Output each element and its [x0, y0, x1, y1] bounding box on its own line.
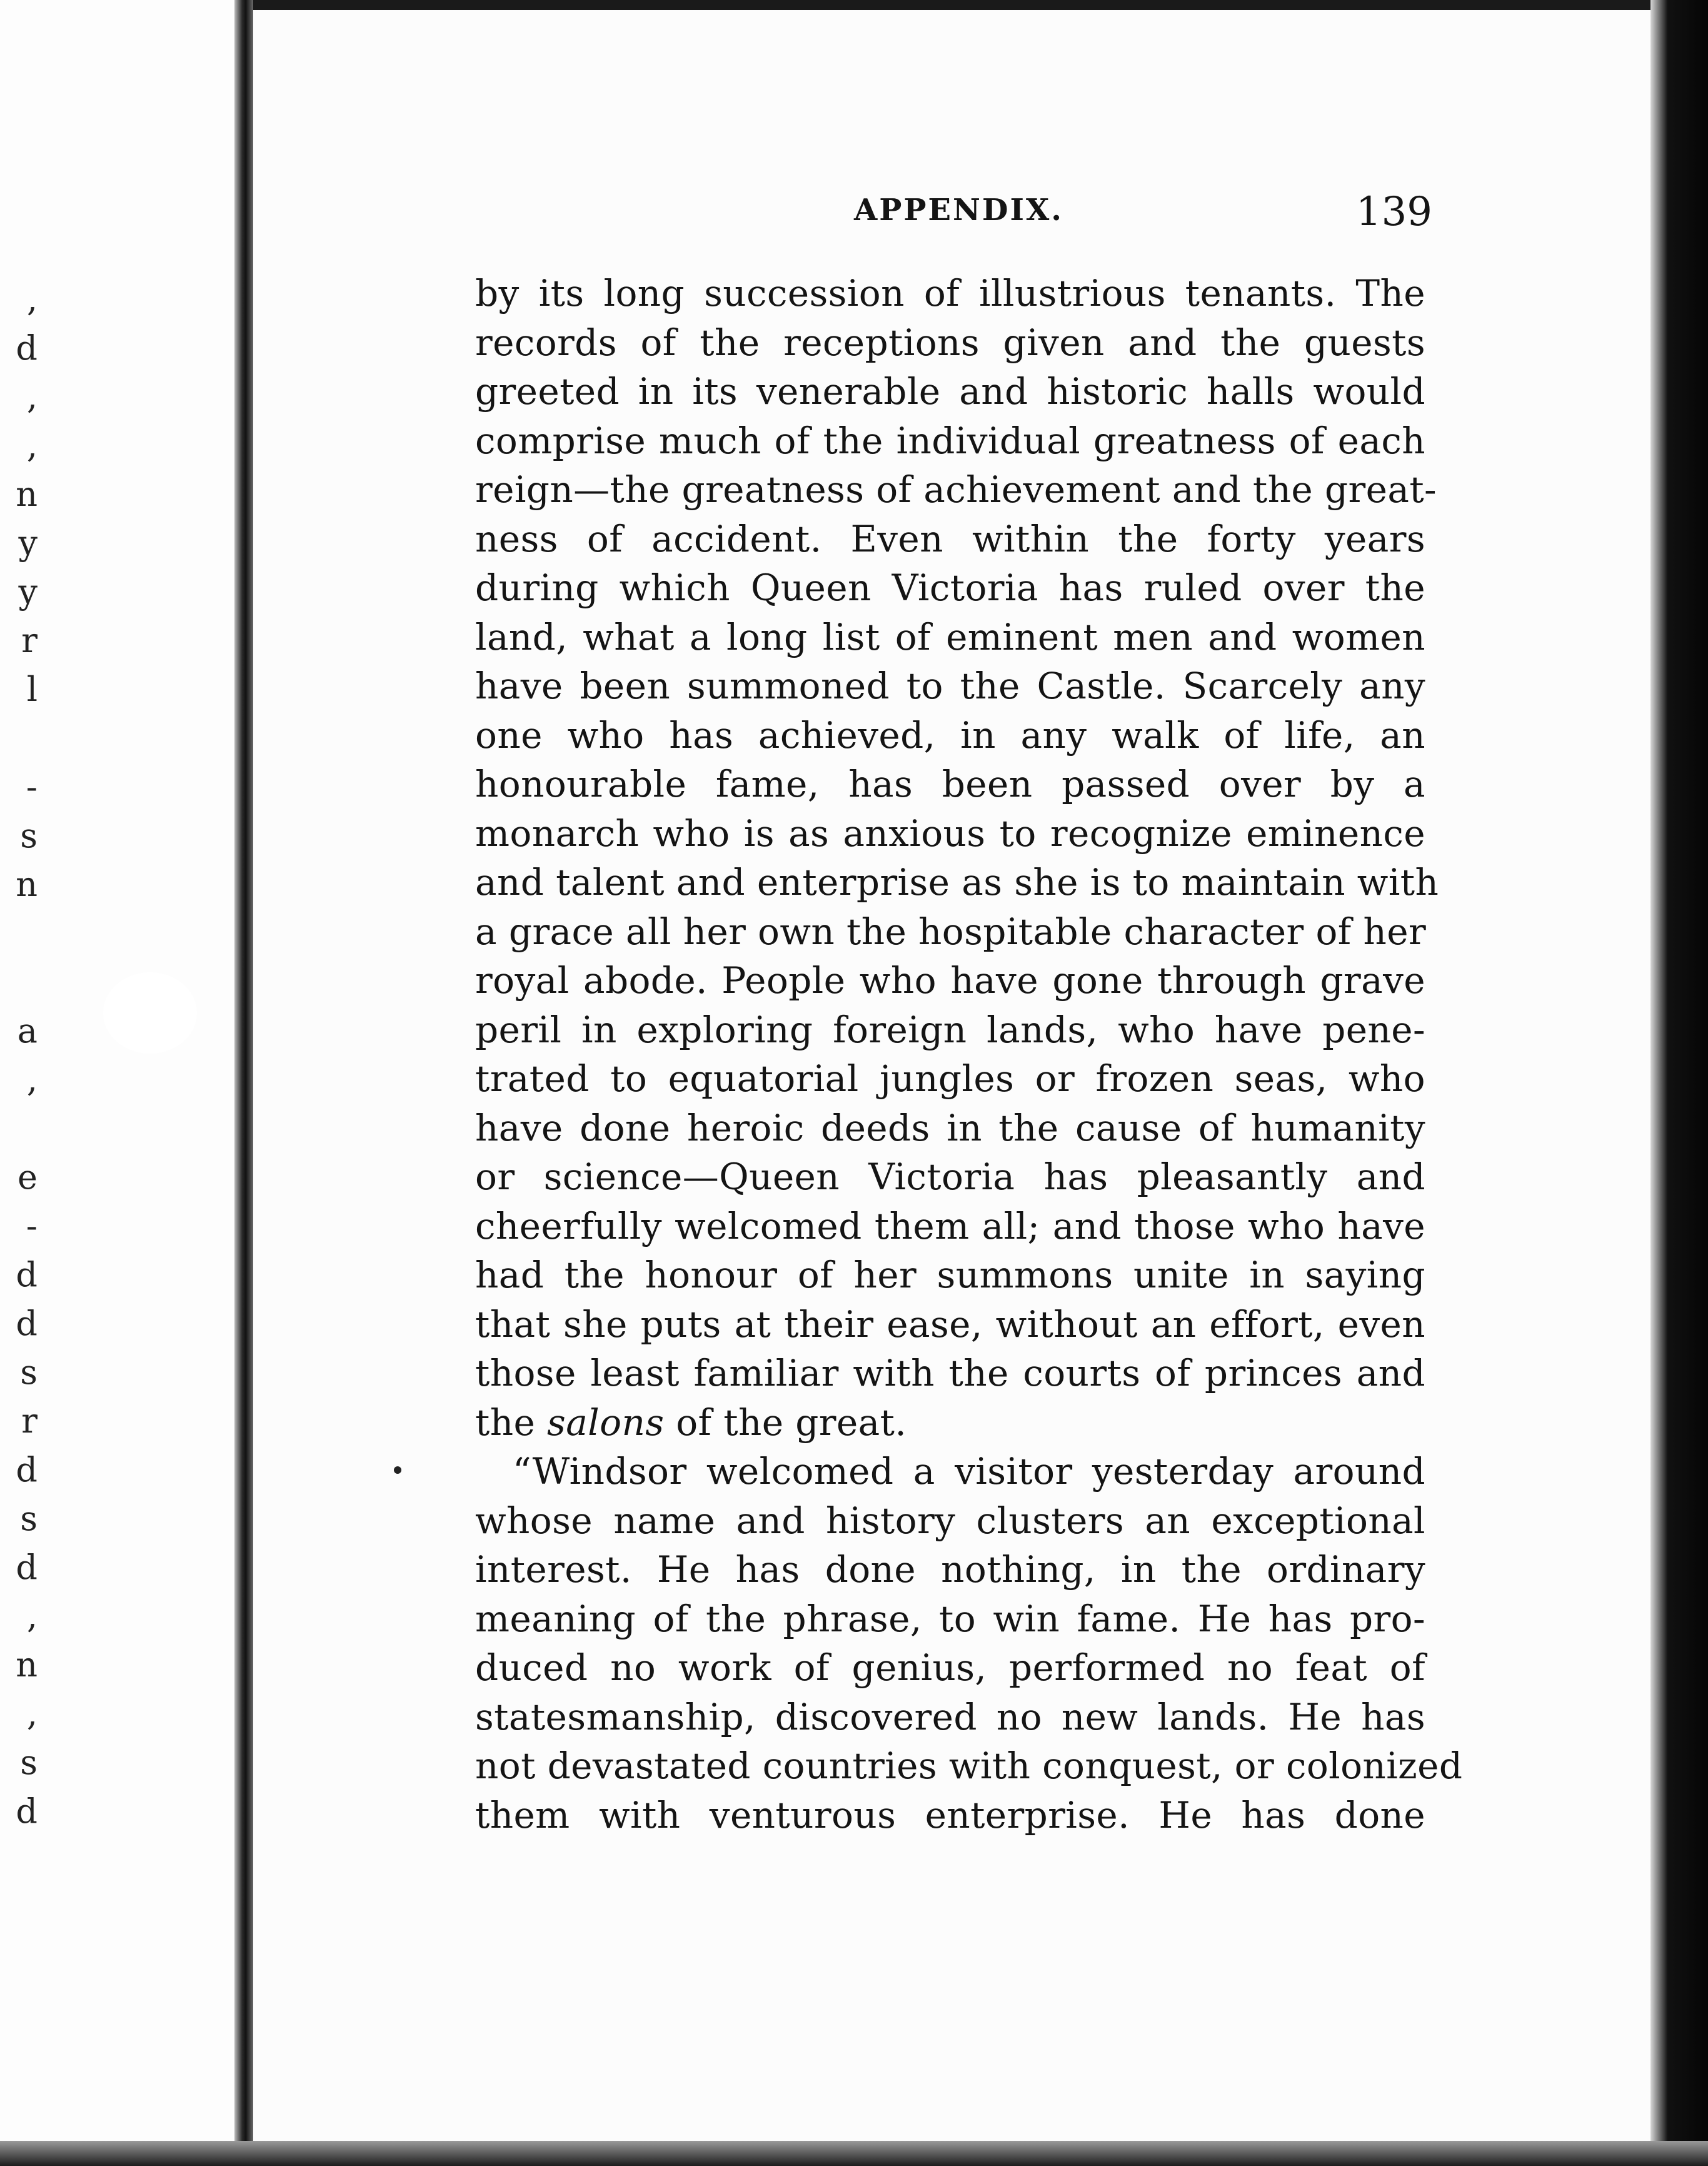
- left-page-fragment: ,: [26, 1060, 38, 1099]
- text-line: that she puts at their ease, without an effort, even: [475, 1302, 1425, 1346]
- text-line: had the honour of her summons unite in saying: [475, 1254, 1425, 1296]
- left-page-fragment: d: [16, 1304, 38, 1343]
- text-run: the: [475, 1401, 548, 1444]
- text-line: and talent and enterprise as she is to maintain with: [475, 861, 1439, 904]
- left-page-fragment: d: [16, 328, 38, 368]
- page-bottom-edge: [0, 2141, 1708, 2166]
- left-page-fragment: r: [21, 1401, 38, 1441]
- left-page-fragment: [0, 714, 38, 763]
- text-line: peril in exploring foreign lands, who have pene-: [475, 1008, 1425, 1051]
- left-page-fragment: y: [18, 523, 38, 563]
- left-page-fragment: ,: [26, 1596, 38, 1636]
- left-page-fragment: ,: [26, 377, 38, 416]
- text-line: greeted in its venerable and historic halls would: [475, 370, 1425, 413]
- left-page-fragment: y: [18, 572, 38, 612]
- left-page-fragment: s: [20, 1743, 38, 1782]
- left-page-fragment: s: [20, 816, 38, 855]
- left-page-edge: [0, 0, 234, 2166]
- left-page-fragment: [0, 1104, 38, 1153]
- text-line: meaning of the phrase, to win fame. He has pro-: [475, 1597, 1425, 1640]
- left-page-fragment: l: [26, 670, 38, 709]
- paragraph-1-last-line: [475, 1398, 1425, 1448]
- running-title: APPENDIX.: [854, 193, 1063, 228]
- page-right-edge: [1650, 0, 1708, 2166]
- italic-word: salons: [547, 1401, 665, 1444]
- text-line: comprise much of the individual greatness of each: [475, 419, 1425, 462]
- text-line: those least familiar with the courts of princes and: [475, 1352, 1425, 1394]
- left-page-fragment: ,: [26, 1694, 38, 1733]
- margin-mark: [394, 1466, 401, 1474]
- left-page-fragment: -: [26, 767, 38, 807]
- left-page-fragment: s: [20, 1499, 38, 1538]
- text-run: of the great.: [664, 1401, 907, 1444]
- page-header: [854, 189, 1432, 243]
- left-page-fragment: r: [21, 621, 38, 660]
- text-line: a grace all her own the hospitable character of her: [475, 910, 1427, 953]
- text-line: ness of accident. Even within the forty years: [475, 517, 1425, 560]
- left-page-fragment: ,: [26, 426, 38, 465]
- text-line: have done heroic deeds in the cause of humanity: [475, 1106, 1425, 1149]
- text-line: have been summoned to the Castle. Scarcely any: [475, 665, 1425, 707]
- left-page-fragment: n: [16, 865, 38, 904]
- text-line: land, what a long list of eminent men and women: [475, 615, 1425, 658]
- text-line: one who has achieved, in any walk of life, an: [475, 713, 1425, 757]
- left-page-fragment: d: [16, 1255, 38, 1294]
- paragraph-1: [475, 269, 1439, 1398]
- left-page-fragment: [0, 958, 38, 1007]
- left-page-fragment: [0, 909, 38, 958]
- paragraph-2: [475, 1447, 1463, 1840]
- text-line: records of the receptions given and the guests: [475, 321, 1425, 364]
- text-line: during which Queen Victoria has ruled over the: [475, 567, 1425, 609]
- left-page-fragment: -: [26, 1206, 38, 1246]
- text-line: trated to equatorial jungles or frozen seas, who: [475, 1057, 1425, 1100]
- book-gutter: [234, 0, 253, 2166]
- left-page-fragment: n: [16, 475, 38, 514]
- text-line: duced no work of genius, performed no feat of: [475, 1646, 1425, 1689]
- text-line: honourable fame, has been passed over by a: [475, 763, 1425, 805]
- text-line: cheerfully welcomed them all; and those who have: [475, 1204, 1425, 1247]
- text-line: reign—the greatness of achievement and the great-: [475, 468, 1437, 511]
- page-number: 139: [1355, 189, 1432, 235]
- left-page-fragment: d: [16, 1791, 38, 1831]
- left-page-fragment: e: [18, 1157, 38, 1197]
- text-line: by its long succession of illustrious tenants. The: [475, 272, 1425, 315]
- text-line: royal abode. People who have gone through grave: [475, 959, 1425, 1002]
- left-page-fragment: ,: [26, 280, 38, 319]
- page-top-edge: [253, 0, 1708, 10]
- text-line: whose name and history clusters an exceptional: [475, 1499, 1425, 1542]
- left-page-text-fragments: [0, 275, 38, 1836]
- text-line: statesmanship, discovered no new lands. He has: [475, 1695, 1425, 1738]
- left-page-fragment: d: [16, 1548, 38, 1587]
- left-page-fragment: a: [17, 1011, 38, 1050]
- scan-smudge: [103, 972, 197, 1054]
- text-line: monarch who is as anxious to recognize eminence: [475, 812, 1425, 855]
- text-line: or science—Queen Victoria has pleasantly and: [475, 1156, 1425, 1198]
- text-line: them with venturous enterprise. He has done: [475, 1793, 1425, 1836]
- text-line: interest. He has done nothing, in the ordinary: [475, 1548, 1425, 1591]
- left-page-fragment: n: [16, 1645, 38, 1685]
- text-line: “Windsor welcomed a visitor yesterday around: [513, 1450, 1425, 1493]
- left-page-fragment: s: [20, 1352, 38, 1392]
- body-text: [475, 269, 1463, 1840]
- left-page-fragment: d: [16, 1450, 38, 1489]
- text-line: not devastated countries with conquest, or colonized: [475, 1745, 1463, 1787]
